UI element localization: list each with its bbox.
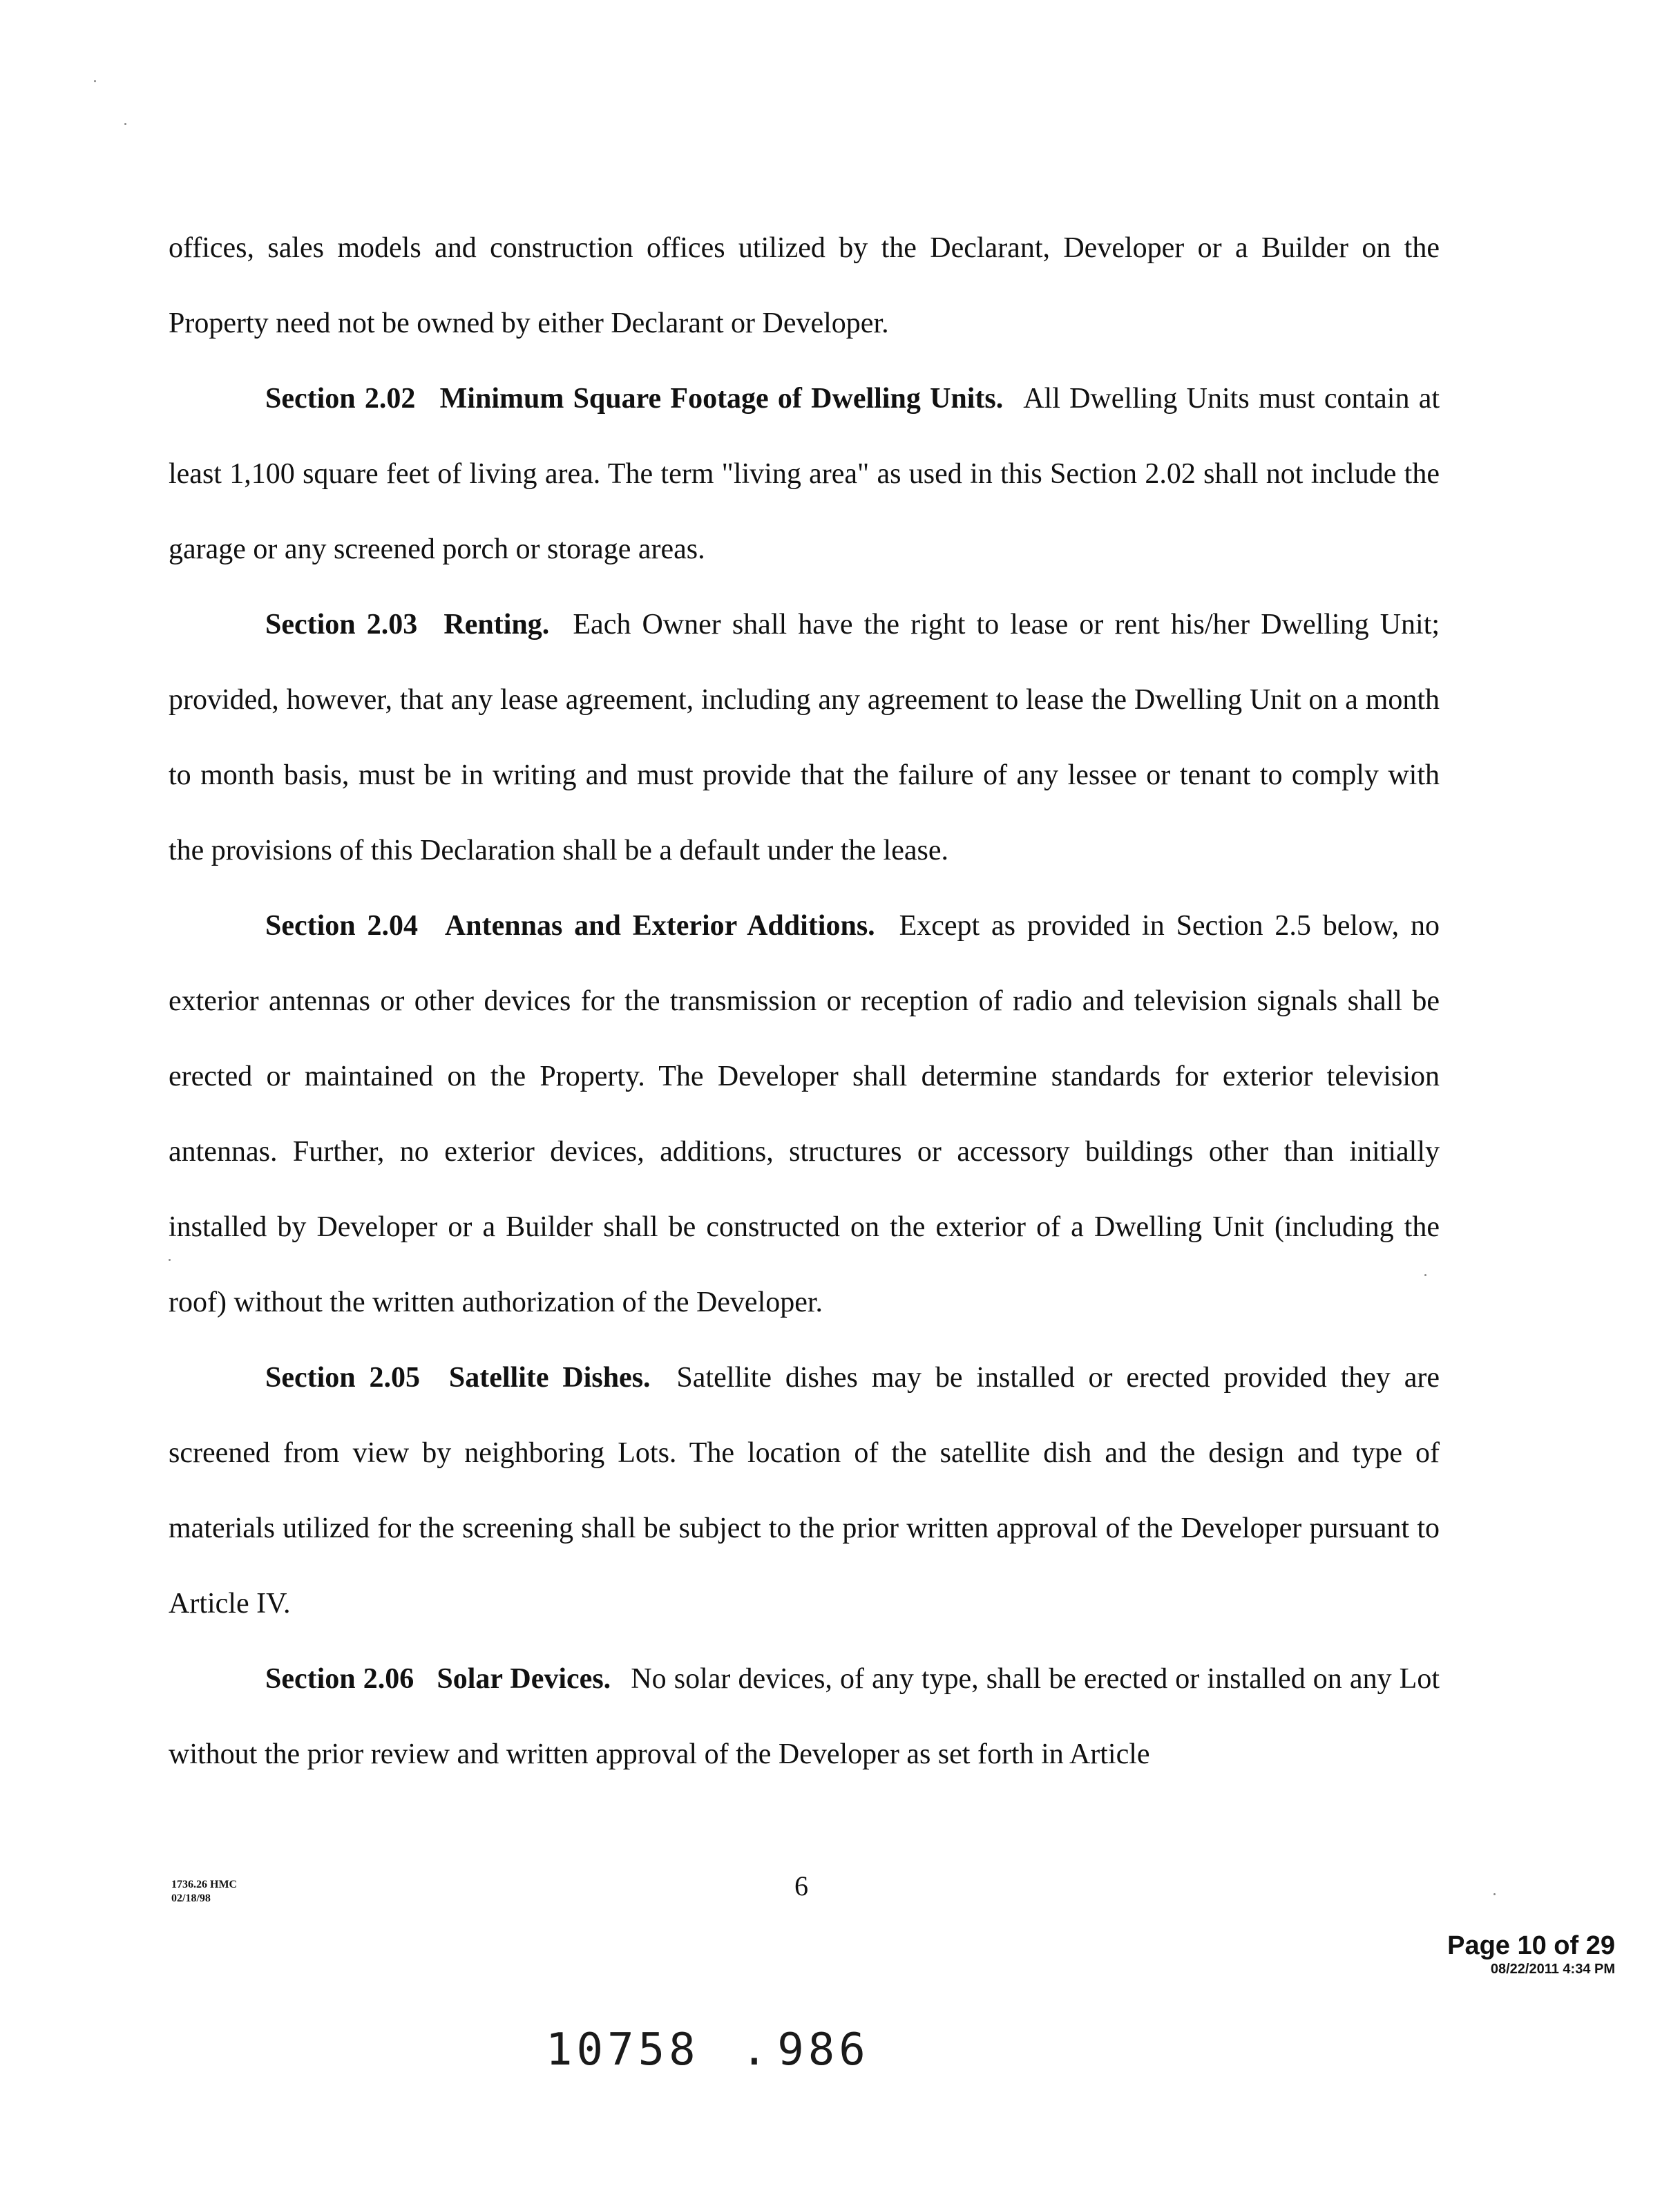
scan-speck	[94, 80, 96, 82]
page-count-label: Page 10 of 29	[1447, 1931, 1615, 1960]
section-number: Section 2.05	[265, 1362, 421, 1394]
scan-speck	[169, 1259, 171, 1261]
recording-number	[546, 2024, 870, 2076]
section-title: Solar Devices.	[437, 1663, 611, 1695]
section-number: Section 2.04	[265, 910, 419, 942]
section-title: Renting.	[443, 609, 550, 640]
section-number: Section 2.06	[265, 1663, 414, 1695]
section-text: Except as provided in Section 2.5 below, no exterior antennas or other devices for the transmission or reception of radio and television signals shall be erected or maintained on the Property. The Developer shall determine standards for exterior television antennas. Further, no exterior devices, additions, structures or accessory buildings other than initially installed by Developer or a Builder shall be constructed on the exterior of a Dwelling Unit (including the roof) without the written authorization of the Developer.	[169, 910, 1440, 1318]
section-text: All Dwelling Units must contain at least 1,100 square feet of living area. The term "living area" as used in this Section 2.02 shall not include the garage or any screened porch or storage areas.	[169, 383, 1440, 565]
section-2-02	[169, 361, 1440, 587]
section-title: Minimum Square Footage of Dwelling Units.	[439, 383, 1004, 415]
section-2-03	[169, 587, 1440, 889]
scan-speck	[1424, 1274, 1426, 1276]
page-number: 6	[794, 1870, 808, 1901]
section-2-06	[169, 1642, 1440, 1792]
section-text: Each Owner shall have the right to lease or rent his/her Dwelling Unit; provided, however, that any lease agreement, including any agreement to lease the Dwelling Unit on a month to month basis, must be in writing and must provide that the failure of any lessee or tenant to comply with the provisions of this Declaration shall be a default under the lease.	[169, 609, 1440, 866]
scan-speck	[124, 123, 126, 125]
recorder-stamp	[1447, 1930, 1615, 1977]
section-text: No solar devices, of any type, shall be erected or installed on any Lot without the prior review and written approval of the Developer as set forth in Article	[169, 1663, 1440, 1770]
recording-book: 10758	[546, 2024, 700, 2076]
scan-speck	[1493, 1893, 1496, 1895]
section-number: Section 2.03	[265, 609, 418, 640]
section-text: Satellite dishes may be installed or erected provided they are screened from view by neighboring Lots. The location of the satellite dish and the design and type of materials utilized for the screening shall be subject to the prior written approval of the Developer pursuant to Article IV.	[169, 1362, 1440, 1620]
section-title: Antennas and Exterior Additions.	[444, 910, 875, 942]
section-title: Satellite Dishes.	[448, 1362, 651, 1394]
paragraph-text: offices, sales models and construction offices utilized by the Declarant, Developer or a Builder on the Property need not be owned by either Declarant or Developer.	[169, 232, 1440, 339]
footer-document-code	[171, 1878, 237, 1906]
doc-date: 02/18/98	[171, 1892, 211, 1904]
section-2-05	[169, 1340, 1440, 1642]
doc-code: 1736.26 HMC	[171, 1879, 238, 1890]
section-number: Section 2.02	[265, 383, 416, 415]
recording-separator: .	[741, 2024, 772, 2076]
document-body	[169, 211, 1440, 1792]
section-2-04	[169, 889, 1440, 1340]
paragraph-continuation	[169, 211, 1440, 361]
stamp-timestamp: 08/22/2011 4:34 PM	[1490, 1962, 1615, 1977]
recording-page: 986	[777, 2024, 870, 2076]
